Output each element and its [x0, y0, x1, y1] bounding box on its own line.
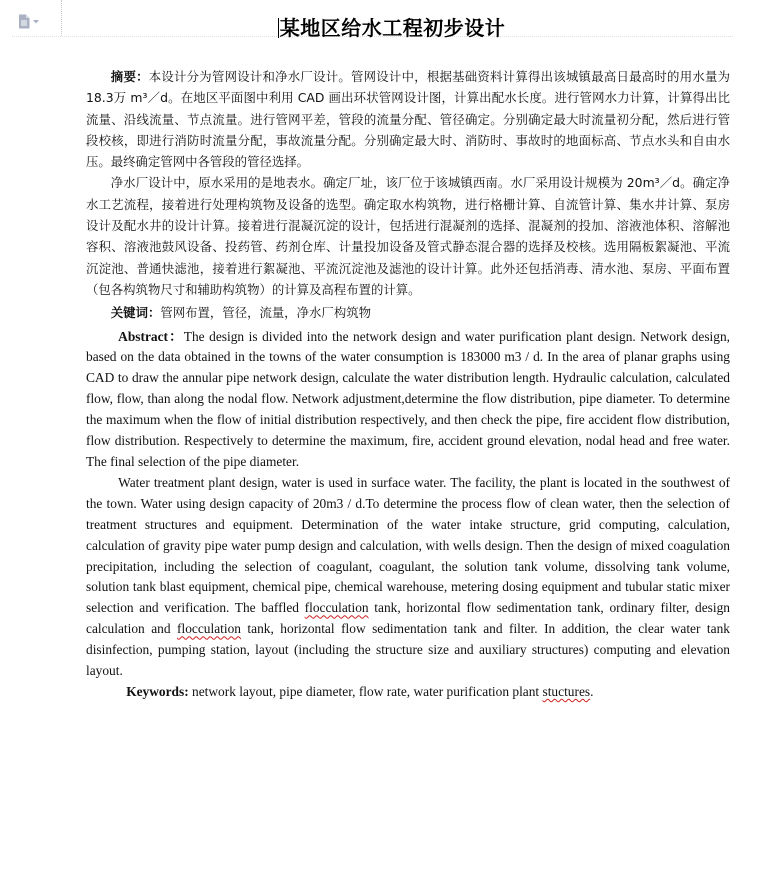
cn-keywords: [86, 302, 730, 323]
en-keywords-label: Keywords:: [126, 683, 189, 699]
en-abstract-text-2a: Water treatment plant design, water is used in surface water. The facility, the plant is located in the southwest of the town. Water using design capacity of 20m3 / d.To determine the process flow of clean water, then the selection of treatment structures and equipment. Determination of the water intake structure, grid computing, calculation, calculation of gravity pipe water pump design and calculation, with wells design. Then the design of mixed coagulation precipitation, including the selection of coagulant, coagulant, the solution tank volume, dissolving tank volume, solution tank blast equipment, chemical pipe, chemical warehouse, metering dosing equipment and tubular static mixer selection and verification. The baffled: [86, 474, 730, 616]
cn-keywords-text: 管网布置，管径，流量，净水厂构筑物: [160, 305, 371, 321]
en-abstract-text-2c: tank, horizontal flow sedimentation tank and filter. In addition, the clear water tank disinfection, pumping station, layout (including the structure size and auxiliary structures) computing and elevation layout.: [86, 621, 730, 679]
spellcheck-word[interactable]: stuctures: [542, 683, 591, 699]
cn-abstract-paragraph-2: [86, 172, 730, 300]
cn-abstract-text-1: 本设计分为管网设计和净水厂设计。管网设计中，根据基础资料计算得出该城镇最高日最高时的用水量为 18.3万 m³／d。在地区平面图中利用 CAD 画出环状管网设计图，计算出配水长度。进行管网水力计算，计算得出比流量、沿线流量、节点流量。进行管网平差，管段的流量分配、管径确定。分别确定最大时流量初分配，然后进行管段校核，即进行消防时流量分配，事故流量分配。分别确定最大时、消防时、事故时的地面标高、节点水头和自由水压。最终确定管网中各管段的管径选择。: [86, 69, 731, 170]
en-abstract-text-2b: tank, horizontal flow sedimentation tank, ordinary filter, design calculation and: [86, 600, 730, 637]
cn-abstract-text-2: 净水厂设计中，原水采用的是地表水。确定厂址，该厂位于该城镇西南。水厂采用设计规模为 20m³／d。确定净水工艺流程，接着进行处理构筑物及设备的选型。确定取水构筑物，进行格栅计算、自流管计算、集水井计算、泵房设计及配水井的设计计算。接着进行混凝沉淀的设计，包括进行混凝剂的选择、混凝剂的投加、溶液池体积、溶解池容积、溶液池鼓风设备、投药管、药剂仓库、计量投加设备及管式静态混合器的选择及校核。选用隔板絮凝池、平流沉淀池、普通快滤池，接着进行絮凝池、平流沉淀池及滤池的设计计算。此外还包括消毒、清水池、泵房、平面布置（包各构筑物尺寸和辅助构筑物）的计算及高程布置的计算。: [86, 175, 730, 297]
en-keywords-end: .: [590, 683, 594, 699]
spellcheck-word[interactable]: flocculation: [177, 621, 241, 637]
document-title: 某地区给水工程初步设计: [279, 16, 506, 40]
text-cursor: [278, 18, 279, 38]
spellcheck-word[interactable]: flocculation: [304, 600, 369, 616]
en-keywords-text: network layout, pipe diameter, flow rate, water purification plant: [188, 683, 543, 699]
en-abstract-label: Abstract：: [118, 328, 184, 344]
en-keywords: [86, 682, 730, 703]
en-abstract-paragraph-2: [86, 473, 730, 682]
cn-keywords-label: 关键词：: [110, 305, 161, 321]
document-body: [86, 66, 730, 703]
cn-abstract-label: 摘要：: [110, 69, 149, 84]
en-abstract-text-1: The design is divided into the network design and water purification plant design. Network design, based on the data obtained in the towns of the water consumption is 183000 m3 / d. In the area of planar graphs using CAD to draw the annular pipe network design, calculate the water distribution length. Hydraulic calculation, calculated flow, flow, than along the nodal flow. Network adjustment,determine the flow distribution, pipe diameter. To determine the maximum when the flow of initial distribution respectively, and then check the pipe, fire accident flow distribution, flow distribution. Respectively to determine the maximum, fire, accident ground elevation, nodal head and free water. The final selection of the pipe diameter.: [86, 328, 730, 469]
cn-abstract-paragraph-1: [86, 66, 730, 172]
en-abstract-paragraph-1: [86, 327, 730, 473]
